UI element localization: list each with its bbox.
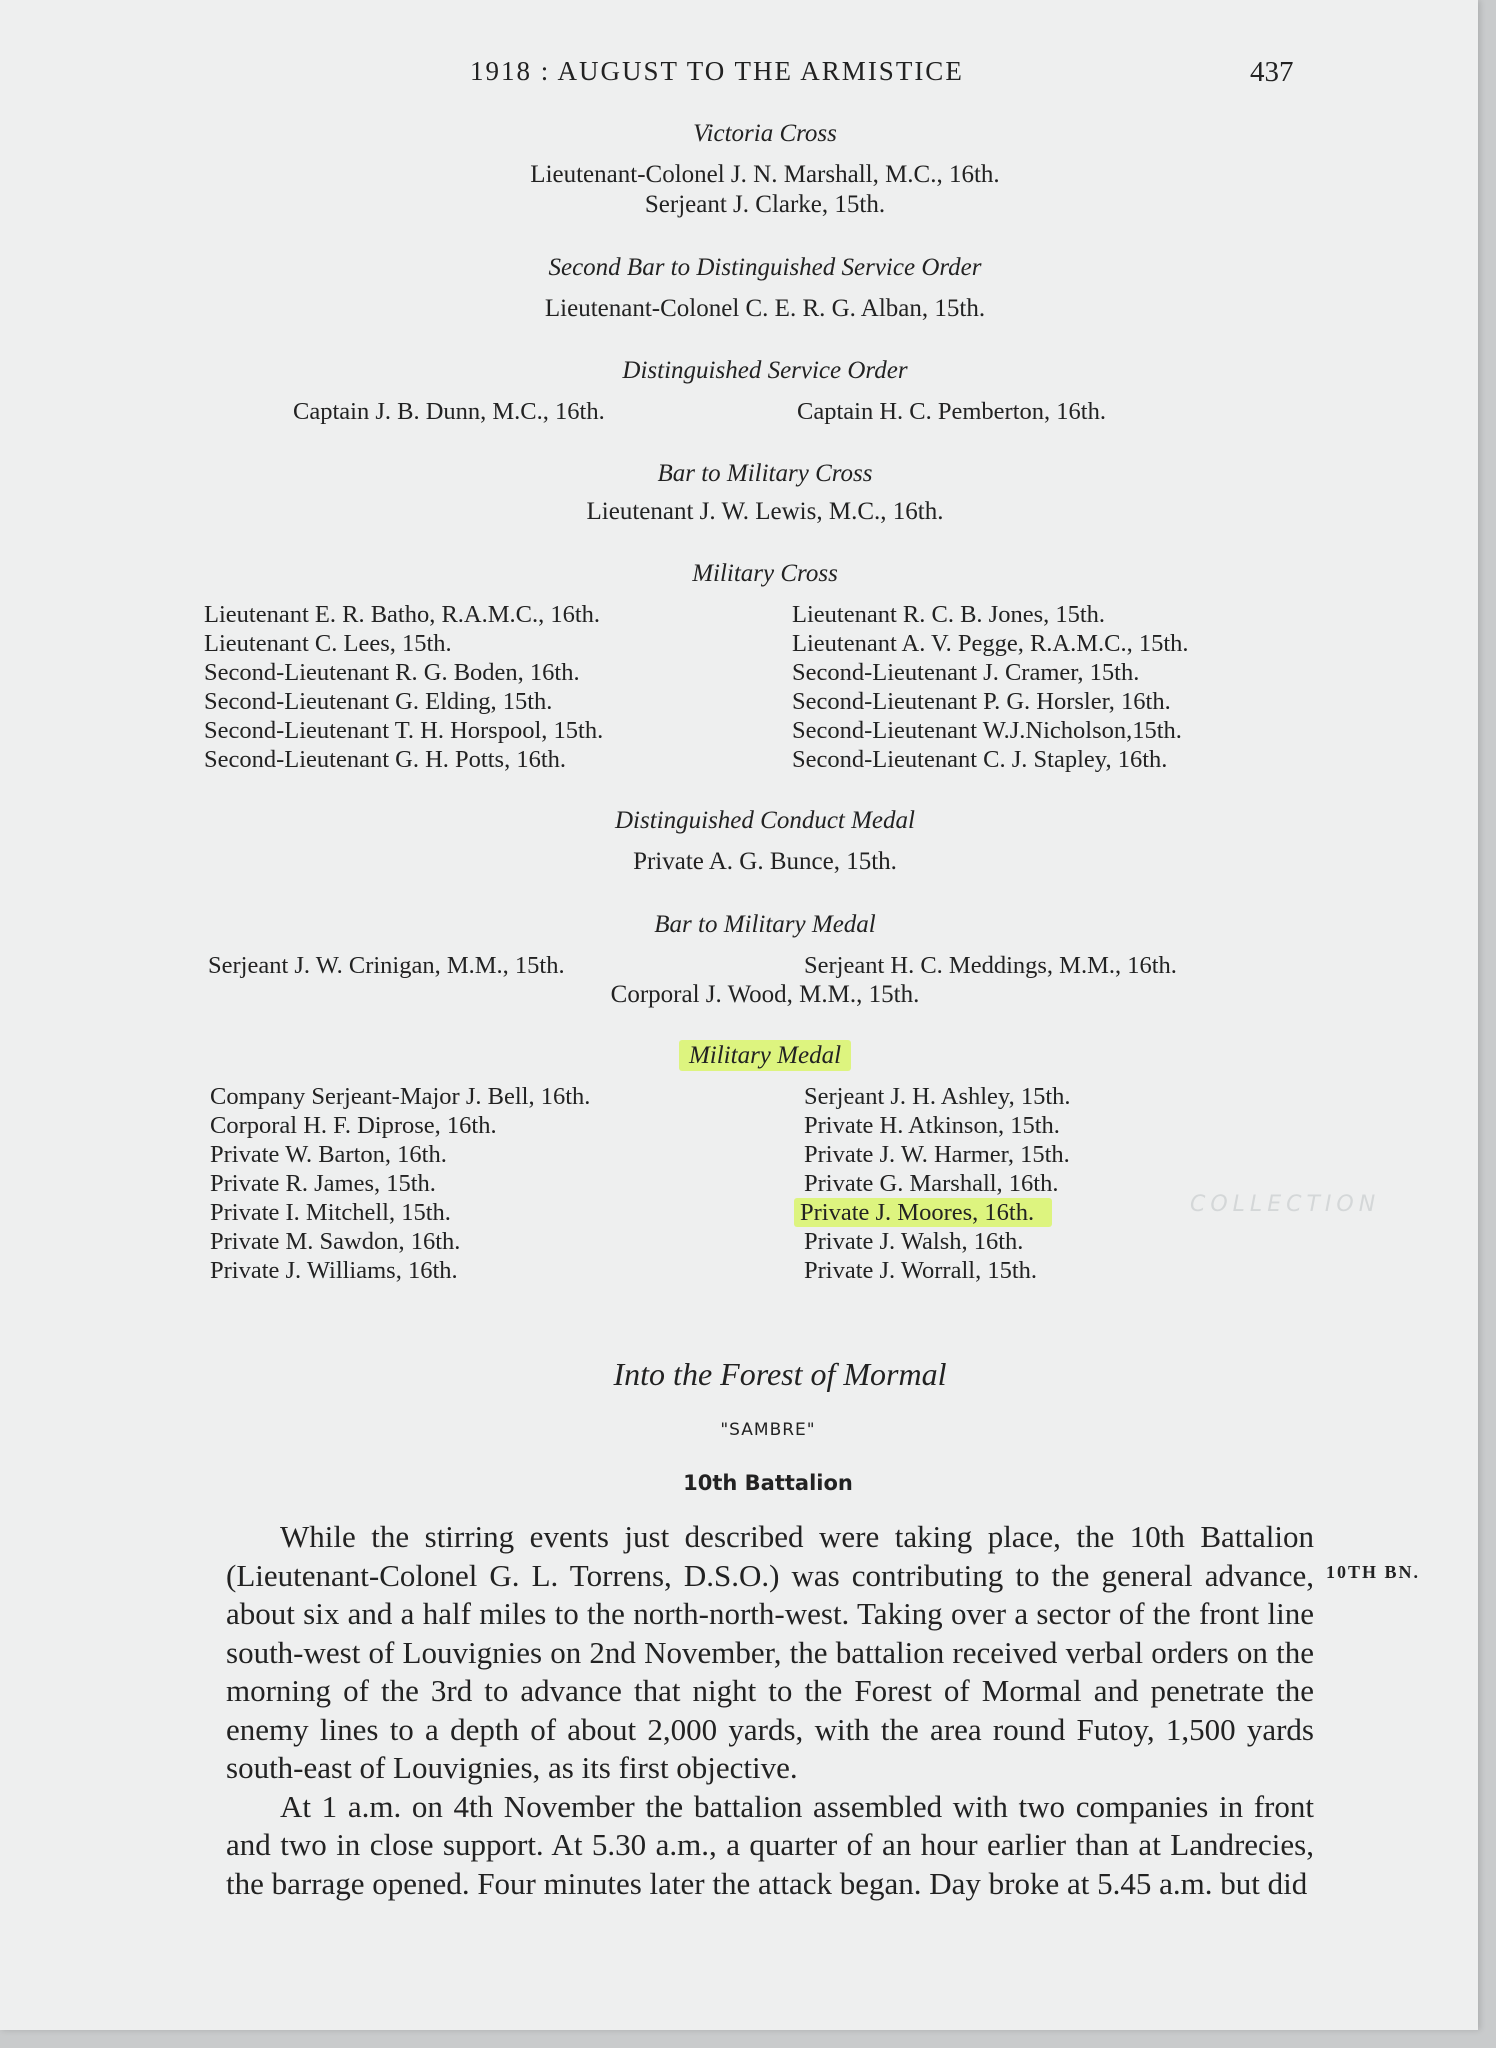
heading-military-medal	[0, 1042, 1496, 1070]
bar-mm-right: Serjeant H. C. Meddings, M.M., 16th.	[804, 952, 1177, 979]
award-entry: Company Serjeant-Major J. Bell, 16th.	[210, 1083, 591, 1110]
award-entry: Second-Lieutenant J. Cramer, 15th.	[792, 659, 1140, 686]
award-entry: Second-Lieutenant T. H. Horspool, 15th.	[204, 717, 604, 744]
award-entry: Serjeant J. H. Ashley, 15th.	[804, 1083, 1071, 1110]
award-entry: Second-Lieutenant C. J. Stapley, 16th.	[792, 746, 1168, 773]
heading-dso: Distinguished Service Order	[622, 357, 908, 384]
faint-collection-stamp: COLLECTION	[1190, 1192, 1381, 1217]
award-entry	[800, 1198, 1071, 1227]
mc-left-column	[204, 600, 603, 774]
award-entry: Private J. W. Harmer, 15th.	[804, 1141, 1070, 1168]
paragraph: While the stirring events just described were taking place, the 10th Battalion (Lieutenant-Colonel G. L. Torrens, D.S.O.) was contributing to the general advance, about six and a half miles to the north-north-west. Taking over a sector of the front line south-west of Louvignies on 2nd November, the battalion received verbal orders on the morning of the 3rd to advance that night to the Forest of Mormal and penetrate the enemy lines to a depth of about 2,000 yards, with the area round Futoy, 1,500 yards south-east of Louvignies, as its first objective.	[226, 1519, 1314, 1785]
award-entry: Lieutenant J. W. Lewis, M.C., 16th.	[586, 498, 944, 525]
award-entry: Lieutenant A. V. Pegge, R.A.M.C., 15th.	[792, 630, 1189, 657]
margin-note: 10TH BN.	[1326, 1562, 1421, 1582]
dcm-list	[0, 847, 1496, 877]
award-entry: Lieutenant C. Lees, 15th.	[204, 630, 452, 657]
award-entry: Second-Lieutenant G. H. Potts, 16th.	[204, 746, 567, 773]
battalion-heading: 10th Battalion	[683, 1471, 853, 1495]
section-subtitle: "SAMBRE"	[720, 1420, 816, 1440]
award-entry: Corporal J. Wood, M.M., 15th.	[610, 981, 920, 1008]
award-entry: Private J. Worrall, 15th.	[804, 1257, 1038, 1284]
award-entry: Second-Lieutenant W.J.Nicholson,15th.	[792, 717, 1182, 744]
award-entry: Corporal H. F. Diprose, 16th.	[210, 1112, 497, 1139]
award-entry: Private I. Mitchell, 15th.	[210, 1199, 451, 1226]
body-text	[226, 1518, 1314, 1903]
award-entry: Private W. Barton, 16th.	[210, 1141, 447, 1168]
bar-mm-left: Serjeant J. W. Crinigan, M.M., 15th.	[208, 952, 565, 979]
award-entry: Lieutenant-Colonel J. N. Marshall, M.C., 16th.	[530, 161, 1000, 188]
heading-second-bar-dso: Second Bar to Distinguished Service Order	[548, 254, 982, 281]
highlighted-entry: Private J. Moores, 16th.	[794, 1198, 1052, 1227]
heading-bar-mm: Bar to Military Medal	[654, 911, 876, 938]
award-entry: Private H. Atkinson, 15th.	[804, 1112, 1060, 1139]
mm-right-column	[800, 1082, 1071, 1285]
paragraph: At 1 a.m. on 4th November the battalion assembled with two companies in front and two in close support. At 5.30 a.m., a quarter of an hour earlier than at Landrecies, the barrage opened. Four minutes later the attack began. Day broke at 5.45 a.m. but did	[226, 1788, 1314, 1901]
award-entry: Private J. Williams, 16th.	[210, 1257, 458, 1284]
bar-mc-list	[0, 497, 1496, 527]
heading-victoria-cross: Victoria Cross	[693, 120, 837, 147]
award-entry: Private G. Marshall, 16th.	[804, 1170, 1059, 1197]
award-entry: Private M. Sawdon, 16th.	[210, 1228, 461, 1255]
award-entry: Second-Lieutenant G. Elding, 15th.	[204, 688, 553, 715]
bar-mm-center	[0, 980, 1496, 1010]
mc-right-column	[792, 600, 1189, 774]
mm-left-column	[210, 1082, 590, 1285]
section-title: Into the Forest of Mormal	[613, 1356, 947, 1392]
heading-dcm: Distinguished Conduct Medal	[615, 807, 915, 834]
award-entry: Serjeant J. Clarke, 15th.	[644, 191, 886, 218]
second-bar-dso-list	[0, 294, 1496, 324]
page-number: 437	[1250, 56, 1294, 88]
heading-military-cross: Military Cross	[692, 560, 838, 587]
dso-right: Captain H. C. Pemberton, 16th.	[797, 398, 1106, 425]
victoria-cross-list	[0, 160, 1496, 220]
award-entry: Lieutenant R. C. B. Jones, 15th.	[792, 601, 1106, 628]
award-entry: Private R. James, 15th.	[210, 1170, 436, 1197]
dso-left: Captain J. B. Dunn, M.C., 16th.	[293, 398, 605, 425]
heading-bar-mc: Bar to Military Cross	[657, 460, 873, 487]
award-entry: Private A. G. Bunce, 15th.	[633, 848, 897, 875]
running-head-title: 1918 : AUGUST TO THE ARMISTICE	[470, 56, 964, 86]
award-entry: Second-Lieutenant R. G. Boden, 16th.	[204, 659, 580, 686]
award-entry: Private J. Walsh, 16th.	[804, 1228, 1024, 1255]
highlighted-heading: Military Medal	[679, 1040, 851, 1071]
award-entry: Second-Lieutenant P. G. Horsler, 16th.	[792, 688, 1171, 715]
award-entry: Lieutenant-Colonel C. E. R. G. Alban, 15th.	[544, 295, 986, 322]
award-entry: Lieutenant E. R. Batho, R.A.M.C., 16th.	[204, 601, 601, 628]
